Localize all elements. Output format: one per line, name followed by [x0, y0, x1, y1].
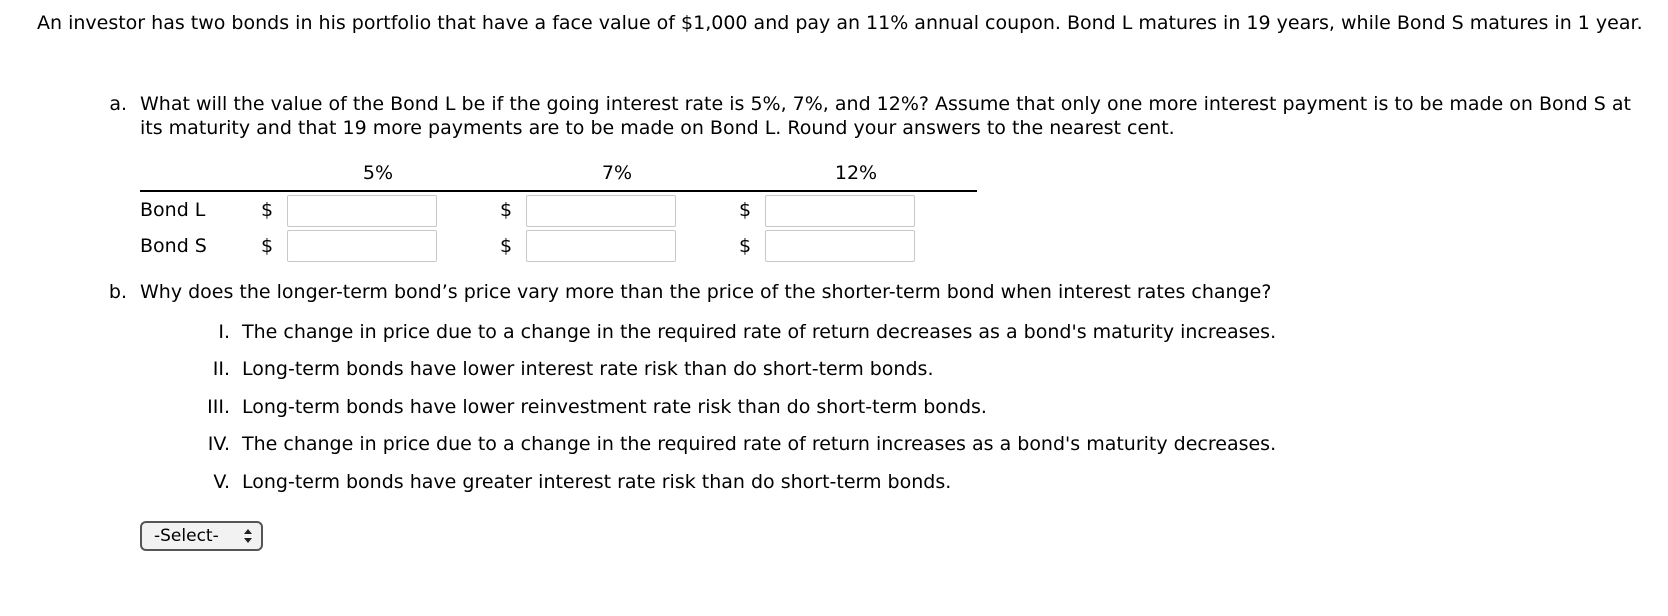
column-header-7pct: 7%: [601, 162, 633, 184]
dollar-sign: $: [738, 235, 752, 257]
dollar-sign: $: [260, 235, 274, 257]
answer-select-dropdown[interactable]: [140, 521, 263, 551]
choice-text: Long-term bonds have lower reinvestment rate risk than do short-term bonds.: [242, 396, 987, 418]
part-a-letter: a.: [109, 93, 127, 115]
bond-l-7pct-input[interactable]: [526, 195, 676, 227]
part-a-question: What will the value of the Bond L be if the going interest rate is 5%, 7%, and 12%? Assume that only one more interest payment is to be made on Bond S at its maturity and that 19 more payments are to be made on Bond L. Round your answers to the nearest cent.: [140, 93, 1631, 139]
choice-numeral: III.: [207, 396, 230, 418]
dollar-sign: $: [499, 199, 513, 221]
dollar-sign: $: [499, 235, 513, 257]
column-header-5pct: 5%: [362, 162, 394, 184]
choice-text: The change in price due to a change in the required rate of return increases as a bond's maturity decreases.: [242, 433, 1277, 455]
choice-text: The change in price due to a change in the required rate of return decreases as a bond's maturity increases.: [242, 321, 1277, 343]
part-b-question: Why does the longer-term bond’s price vary more than the price of the shorter-term bond when interest rates change?: [140, 281, 1272, 303]
bond-l-5pct-input[interactable]: [287, 195, 437, 227]
choice-text: Long-term bonds have lower interest rate risk than do short-term bonds.: [242, 358, 934, 380]
choice-numeral: I.: [218, 321, 230, 343]
row-label-bond-l: Bond L: [140, 199, 206, 221]
bond-s-5pct-input[interactable]: [287, 230, 437, 262]
column-header-12pct: 12%: [834, 162, 878, 184]
updown-arrows-icon: [243, 526, 253, 546]
problem-intro: An investor has two bonds in his portfolio that have a face value of $1,000 and pay an 11% annual coupon. Bond L matures in 19 years, while Bond S matures in 1 year.: [37, 12, 1643, 34]
choice-numeral: II.: [212, 358, 230, 380]
choice-numeral: IV.: [207, 433, 230, 455]
bond-s-12pct-input[interactable]: [765, 230, 915, 262]
choice-numeral: V.: [213, 471, 230, 493]
dollar-sign: $: [260, 199, 274, 221]
choice-text: Long-term bonds have greater interest rate risk than do short-term bonds.: [242, 471, 952, 493]
part-b-letter: b.: [108, 281, 127, 303]
bond-s-7pct-input[interactable]: [526, 230, 676, 262]
answer-grid: [140, 160, 977, 270]
dollar-sign: $: [738, 199, 752, 221]
row-label-bond-s: Bond S: [140, 235, 207, 257]
select-value: -Select-: [154, 526, 219, 546]
bond-l-12pct-input[interactable]: [765, 195, 915, 227]
header-divider: [140, 190, 977, 192]
